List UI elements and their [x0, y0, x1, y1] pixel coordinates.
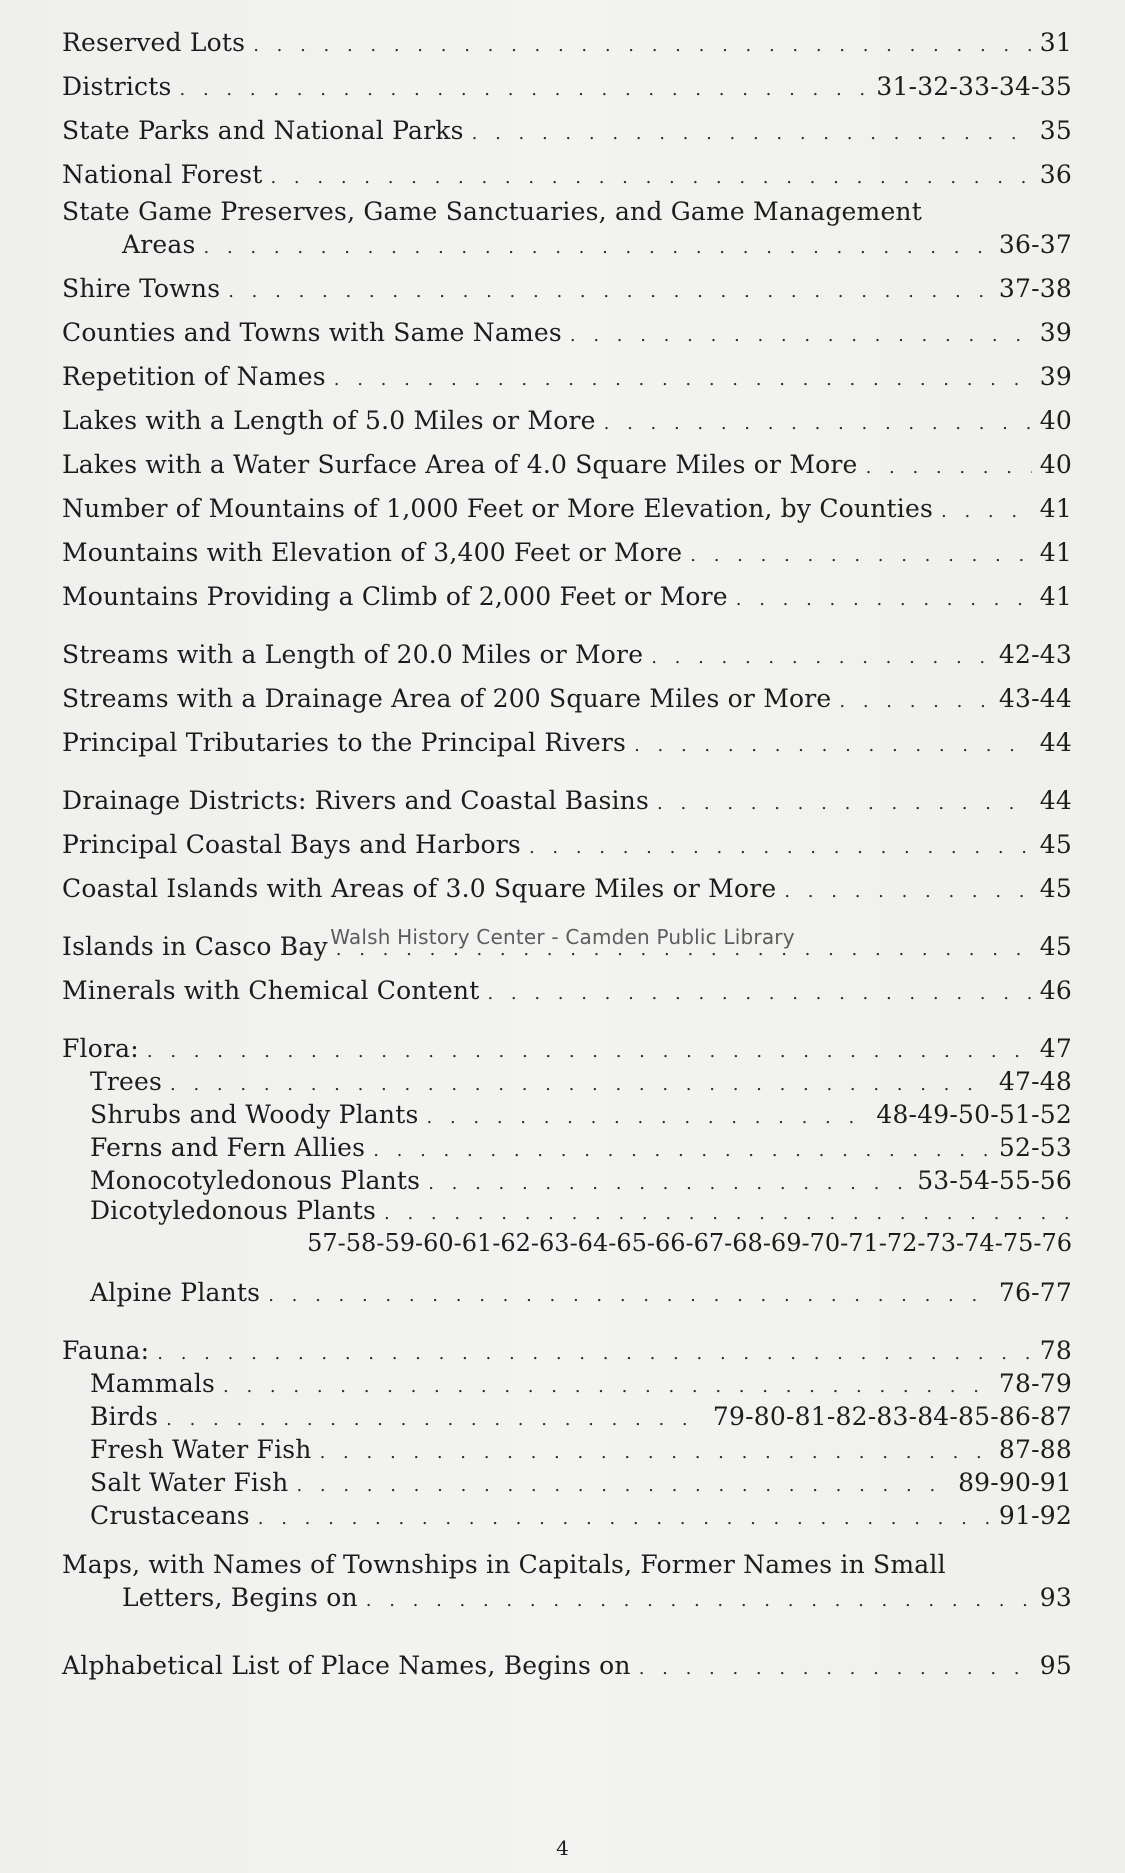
- toc-entry-label: Islands in Casco Bay: [62, 932, 328, 961]
- toc-entry: [62, 626, 1072, 670]
- toc-entry-page: 78: [1039, 1336, 1072, 1365]
- toc-entry-label-line2: Areas: [122, 230, 196, 259]
- dot-leader: [657, 792, 1032, 816]
- toc-entry-page: 57-58-59-60-61-62-63-64-65-66-67-68-69-70-71-72-73-74-75-76: [307, 1229, 1072, 1257]
- toc-entry-page: 91-92: [998, 1501, 1072, 1530]
- toc-entry-label: Dicotyledonous Plants: [90, 1196, 377, 1225]
- dot-leader: [428, 1172, 909, 1196]
- toc-entry-page: 41: [1039, 582, 1072, 611]
- dot-leader: [366, 1589, 1032, 1613]
- toc-entry-label: Principal Coastal Bays and Harbors: [62, 830, 521, 859]
- toc-subentry: [62, 1097, 1072, 1130]
- dot-leader: [651, 646, 991, 670]
- toc-entry: [62, 348, 1072, 392]
- toc-entry-label: National Forest: [62, 160, 263, 189]
- toc-entry-fauna: [62, 1322, 1072, 1366]
- toc-entry: [62, 58, 1072, 102]
- toc-entry-label: Coastal Islands with Areas of 3.0 Square Miles or More: [62, 874, 777, 903]
- toc-entry-label: Repetition of Names: [62, 362, 326, 391]
- dot-leader: [690, 544, 1032, 568]
- toc-entry-label: Minerals with Chemical Content: [62, 976, 480, 1005]
- dot-leader: [427, 1106, 869, 1130]
- toc-entry-label: Streams with a Drainage Area of 200 Square Miles or More: [62, 684, 832, 713]
- toc-entry: [62, 102, 1072, 146]
- toc-entry-two-line: [62, 198, 1072, 260]
- toc-entry-page: 52-53: [998, 1133, 1072, 1162]
- toc-entry-label: Alphabetical List of Place Names, Begins on: [62, 1651, 631, 1680]
- dot-leader: [472, 122, 1032, 146]
- toc-entry: [62, 816, 1072, 860]
- toc-entry-page: 87-88: [998, 1435, 1072, 1464]
- toc-entry-page: 95: [1039, 1651, 1072, 1680]
- toc-entry-label: Districts: [62, 72, 172, 101]
- toc-entry-page: 46: [1039, 976, 1072, 1005]
- dot-leader: [487, 982, 1031, 1006]
- toc-entry-page: 48-49-50-51-52: [876, 1100, 1072, 1129]
- dot-leader: [839, 690, 991, 714]
- toc-entry-page: 41: [1039, 494, 1072, 523]
- dot-leader: [296, 1474, 950, 1498]
- toc-entry-page: 36-37: [998, 230, 1072, 259]
- dot-leader: [634, 734, 1032, 758]
- toc-entry-label: Trees: [90, 1067, 163, 1096]
- dot-leader: [941, 500, 1032, 524]
- toc-entry-page: 37-38: [998, 274, 1072, 303]
- dot-leader: [384, 1202, 1072, 1226]
- toc-subentry: [62, 1064, 1072, 1097]
- toc-entry-label: Mountains Providing a Climb of 2,000 Feet or More: [62, 582, 728, 611]
- toc-subentry: [62, 1130, 1072, 1163]
- toc-entry-page: 39: [1039, 362, 1072, 391]
- toc-entry-label: Birds: [90, 1402, 159, 1431]
- toc-entry: [62, 260, 1072, 304]
- toc-entry-page: 44: [1039, 786, 1072, 815]
- dot-leader: [784, 880, 1031, 904]
- toc-subentry-long: [62, 1196, 1072, 1264]
- dot-leader: [639, 1657, 1032, 1681]
- toc-entry: [62, 304, 1072, 348]
- toc-entry-page: 43-44: [998, 684, 1072, 713]
- toc-subentry: [62, 1399, 1072, 1432]
- toc-entry-page: 93: [1039, 1583, 1072, 1612]
- dot-leader: [270, 166, 1031, 190]
- toc-entry-page: 31-32-33-34-35: [876, 72, 1072, 101]
- toc-entry: [62, 772, 1072, 816]
- toc-entry-label: Number of Mountains of 1,000 Feet or More Elevation, by Counties: [62, 494, 934, 523]
- toc-entry-page: 89-90-91: [958, 1468, 1072, 1497]
- toc-entry-label-line1: Maps, with Names of Townships in Capitals, Former Names in Small: [62, 1550, 946, 1579]
- toc-entry: [62, 714, 1072, 758]
- toc-entry-continuation: [62, 226, 1072, 260]
- toc-subentry: [62, 1432, 1072, 1465]
- toc-subentry: [62, 1163, 1072, 1196]
- toc-entry: [62, 392, 1072, 436]
- toc-subentry: [62, 1196, 1072, 1226]
- toc-entry: [62, 670, 1072, 714]
- toc-entry-label: Fauna:: [62, 1336, 150, 1365]
- toc-entry-page: 45: [1039, 932, 1072, 961]
- toc-entry-label: Reserved Lots: [62, 28, 246, 57]
- toc-entry-page: 35: [1039, 116, 1072, 145]
- dot-leader: [604, 412, 1032, 436]
- dot-leader: [320, 1441, 991, 1465]
- toc-entry-page: 79-80-81-82-83-84-85-86-87: [712, 1402, 1072, 1431]
- dot-leader: [529, 836, 1032, 860]
- toc-subentry: [62, 1498, 1072, 1531]
- toc-entry-page: 47-48: [998, 1067, 1072, 1096]
- dot-leader: [736, 588, 1032, 612]
- dot-leader: [170, 1073, 991, 1097]
- dot-leader: [253, 34, 1032, 58]
- toc-subentry: [62, 1264, 1072, 1308]
- toc-entry-label: Fresh Water Fish: [90, 1435, 312, 1464]
- dot-leader: [180, 78, 869, 102]
- toc-entry-page: 31: [1039, 28, 1072, 57]
- toc-entry-label-line1: State Game Preserves, Game Sanctuaries, and Game Management: [62, 197, 922, 226]
- toc-entry-label: Flora:: [62, 1034, 139, 1063]
- toc-entry-page: 47: [1039, 1034, 1072, 1063]
- dot-leader: [268, 1284, 991, 1308]
- toc-entry: [62, 860, 1072, 904]
- toc-entry-label: Principal Tributaries to the Principal Rivers: [62, 728, 627, 757]
- toc-entry-page: 53-54-55-56: [917, 1166, 1072, 1195]
- toc-entry-label: Streams with a Length of 20.0 Miles or More: [62, 640, 644, 669]
- toc-entry-label: Ferns and Fern Allies: [90, 1133, 366, 1162]
- page-number: 4: [556, 1836, 569, 1860]
- toc-entry: [62, 568, 1072, 612]
- toc-entry-label: Salt Water Fish: [90, 1468, 289, 1497]
- toc-subentry: [62, 1465, 1072, 1498]
- toc-entry-label: Shire Towns: [62, 274, 221, 303]
- toc-entry-label: Counties and Towns with Same Names: [62, 318, 562, 347]
- toc-entry-label: Mountains with Elevation of 3,400 Feet or More: [62, 538, 683, 567]
- toc-entry-page: 42-43: [998, 640, 1072, 669]
- dot-leader: [373, 1139, 991, 1163]
- toc-entry-label: Drainage Districts: Rivers and Coastal Basins: [62, 786, 650, 815]
- toc-entry-label: Alpine Plants: [90, 1278, 261, 1307]
- dot-leader: [157, 1342, 1031, 1366]
- dot-leader: [570, 324, 1032, 348]
- dot-leader: [228, 280, 991, 304]
- toc-entry-page: 36: [1039, 160, 1072, 189]
- toc-entry: [62, 146, 1072, 190]
- toc-entry: [62, 436, 1072, 480]
- dot-leader: [204, 236, 991, 260]
- toc-entry-label: Mammals: [90, 1369, 216, 1398]
- toc-entry-page: 44: [1039, 728, 1072, 757]
- dot-leader: [166, 1408, 705, 1432]
- toc-entry-label: State Parks and National Parks: [62, 116, 464, 145]
- toc-entry-label: Monocotyledonous Plants: [90, 1166, 421, 1195]
- toc-entry-label: Crustaceans: [90, 1501, 250, 1530]
- toc-entry-two-line: [62, 1551, 1072, 1613]
- toc-entry-page: 40: [1039, 450, 1072, 479]
- toc-entry-label: Shrubs and Woody Plants: [90, 1100, 419, 1129]
- toc-entry-page: 78-79: [998, 1369, 1072, 1398]
- toc-entry-page: 76-77: [998, 1278, 1072, 1307]
- toc-entry-label: Lakes with a Length of 5.0 Miles or More: [62, 406, 596, 435]
- dot-leader: [334, 368, 1032, 392]
- toc-entry-page: 45: [1039, 830, 1072, 859]
- toc-entry-label: Lakes with a Water Surface Area of 4.0 Square Miles or More: [62, 450, 858, 479]
- toc-entry: [62, 1637, 1072, 1681]
- toc-entry-flora: [62, 1020, 1072, 1064]
- toc-entry-label-line2: Letters, Begins on: [122, 1583, 358, 1612]
- toc-entry-page: 45: [1039, 874, 1072, 903]
- toc-entry-page: 41: [1039, 538, 1072, 567]
- toc-entry: [62, 962, 1072, 1006]
- toc-entry: [62, 524, 1072, 568]
- dot-leader: [223, 1375, 991, 1399]
- dot-leader: [258, 1507, 991, 1531]
- dot-leader: [866, 456, 1032, 480]
- toc-entry-page: 40: [1039, 406, 1072, 435]
- watermark-text: Walsh History Center - Camden Public Library: [330, 925, 795, 949]
- toc-entry: [62, 480, 1072, 524]
- toc-entry-continuation: [62, 1579, 1072, 1613]
- table-of-contents: [62, 14, 1072, 1681]
- dot-leader: [147, 1040, 1032, 1064]
- toc-subentry: [62, 1366, 1072, 1399]
- toc-entry: [62, 14, 1072, 58]
- toc-entry-page: 39: [1039, 318, 1072, 347]
